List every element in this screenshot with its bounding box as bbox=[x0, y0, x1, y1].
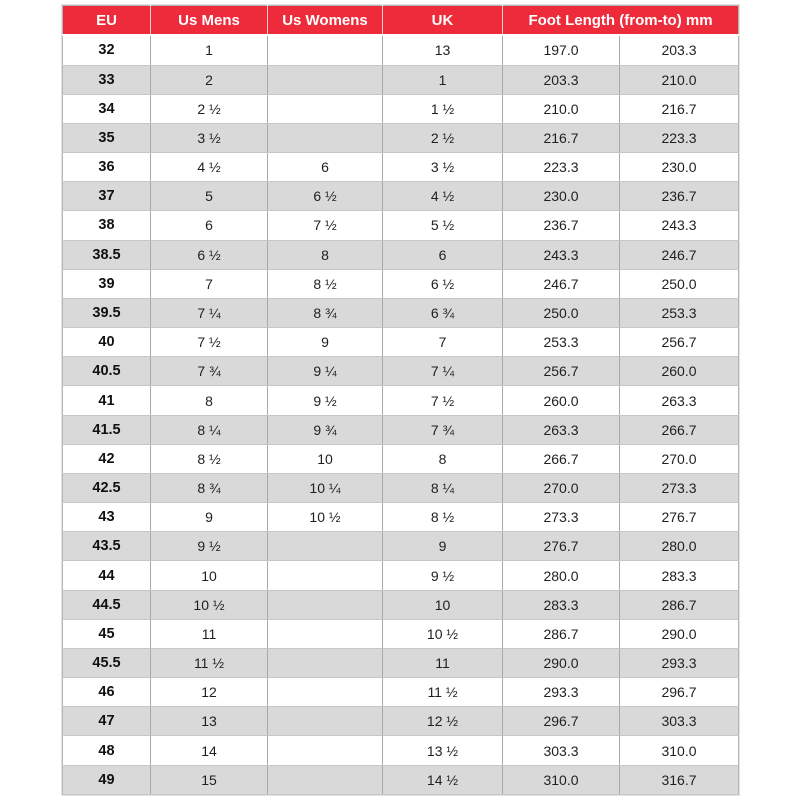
cell-foot-length-from: 290.0 bbox=[503, 648, 620, 677]
cell-us-womens bbox=[268, 707, 383, 736]
cell-eu: 44.5 bbox=[63, 590, 151, 619]
cell-foot-length-from: 216.7 bbox=[503, 123, 620, 152]
cell-uk: 14 ½ bbox=[383, 765, 503, 794]
cell-uk: 3 ½ bbox=[383, 153, 503, 182]
cell-us-mens: 15 bbox=[151, 765, 268, 794]
table-row bbox=[63, 648, 739, 677]
cell-us-mens: 3 ½ bbox=[151, 123, 268, 152]
table-row bbox=[63, 386, 739, 415]
cell-foot-length-to: 210.0 bbox=[620, 65, 739, 94]
cell-foot-length-from: 296.7 bbox=[503, 707, 620, 736]
cell-us-mens: 14 bbox=[151, 736, 268, 765]
cell-eu: 35 bbox=[63, 123, 151, 152]
table-row bbox=[63, 415, 739, 444]
cell-us-mens: 8 ¾ bbox=[151, 473, 268, 502]
table-row bbox=[63, 328, 739, 357]
cell-us-mens: 6 ½ bbox=[151, 240, 268, 269]
cell-us-mens: 10 bbox=[151, 561, 268, 590]
cell-foot-length-from: 263.3 bbox=[503, 415, 620, 444]
cell-foot-length-to: 230.0 bbox=[620, 153, 739, 182]
cell-foot-length-from: 230.0 bbox=[503, 182, 620, 211]
cell-eu: 40.5 bbox=[63, 357, 151, 386]
cell-us-womens: 8 bbox=[268, 240, 383, 269]
cell-uk: 8 ¼ bbox=[383, 473, 503, 502]
cell-eu: 37 bbox=[63, 182, 151, 211]
cell-foot-length-to: 273.3 bbox=[620, 473, 739, 502]
table-row bbox=[63, 473, 739, 502]
cell-us-womens bbox=[268, 590, 383, 619]
cell-us-mens: 5 bbox=[151, 182, 268, 211]
cell-us-mens: 8 bbox=[151, 386, 268, 415]
table-header bbox=[63, 6, 739, 36]
table-row bbox=[63, 619, 739, 648]
cell-uk: 1 ½ bbox=[383, 94, 503, 123]
cell-us-mens: 11 bbox=[151, 619, 268, 648]
col-header-us-mens: Us Mens bbox=[151, 6, 268, 36]
cell-us-womens bbox=[268, 619, 383, 648]
cell-eu: 41 bbox=[63, 386, 151, 415]
cell-us-mens: 12 bbox=[151, 678, 268, 707]
table-row bbox=[63, 211, 739, 240]
cell-eu: 42.5 bbox=[63, 473, 151, 502]
cell-uk: 13 ½ bbox=[383, 736, 503, 765]
cell-uk: 13 bbox=[383, 35, 503, 65]
table-row bbox=[63, 35, 739, 65]
cell-uk: 8 bbox=[383, 444, 503, 473]
cell-eu: 34 bbox=[63, 94, 151, 123]
cell-foot-length-from: 197.0 bbox=[503, 35, 620, 65]
table-row bbox=[63, 444, 739, 473]
cell-us-mens: 7 bbox=[151, 269, 268, 298]
cell-us-womens bbox=[268, 678, 383, 707]
table-row bbox=[63, 240, 739, 269]
cell-uk: 6 bbox=[383, 240, 503, 269]
cell-us-womens bbox=[268, 123, 383, 152]
table-body bbox=[63, 35, 739, 795]
cell-us-womens bbox=[268, 765, 383, 794]
cell-foot-length-to: 216.7 bbox=[620, 94, 739, 123]
cell-foot-length-to: 260.0 bbox=[620, 357, 739, 386]
cell-eu: 36 bbox=[63, 153, 151, 182]
cell-uk: 8 ½ bbox=[383, 503, 503, 532]
cell-foot-length-to: 290.0 bbox=[620, 619, 739, 648]
cell-us-womens: 8 ½ bbox=[268, 269, 383, 298]
cell-eu: 47 bbox=[63, 707, 151, 736]
cell-us-womens bbox=[268, 532, 383, 561]
table-row bbox=[63, 678, 739, 707]
cell-us-womens: 9 ½ bbox=[268, 386, 383, 415]
cell-foot-length-from: 203.3 bbox=[503, 65, 620, 94]
cell-foot-length-from: 256.7 bbox=[503, 357, 620, 386]
cell-us-womens: 10 bbox=[268, 444, 383, 473]
cell-us-mens: 2 ½ bbox=[151, 94, 268, 123]
cell-uk: 9 ½ bbox=[383, 561, 503, 590]
cell-us-mens: 7 ¼ bbox=[151, 298, 268, 327]
cell-eu: 45.5 bbox=[63, 648, 151, 677]
cell-foot-length-from: 243.3 bbox=[503, 240, 620, 269]
cell-uk: 7 bbox=[383, 328, 503, 357]
cell-uk: 9 bbox=[383, 532, 503, 561]
table-row bbox=[63, 707, 739, 736]
cell-foot-length-to: 310.0 bbox=[620, 736, 739, 765]
cell-foot-length-from: 253.3 bbox=[503, 328, 620, 357]
cell-us-womens bbox=[268, 35, 383, 65]
cell-eu: 32 bbox=[63, 35, 151, 65]
cell-uk: 1 bbox=[383, 65, 503, 94]
cell-uk: 10 ½ bbox=[383, 619, 503, 648]
cell-us-womens: 10 ¼ bbox=[268, 473, 383, 502]
cell-eu: 42 bbox=[63, 444, 151, 473]
cell-foot-length-from: 270.0 bbox=[503, 473, 620, 502]
cell-us-mens: 1 bbox=[151, 35, 268, 65]
cell-uk: 5 ½ bbox=[383, 211, 503, 240]
header-row bbox=[63, 6, 739, 36]
cell-foot-length-from: 310.0 bbox=[503, 765, 620, 794]
cell-foot-length-to: 293.3 bbox=[620, 648, 739, 677]
cell-foot-length-to: 266.7 bbox=[620, 415, 739, 444]
cell-us-mens: 4 ½ bbox=[151, 153, 268, 182]
cell-uk: 6 ¾ bbox=[383, 298, 503, 327]
cell-us-womens: 8 ¾ bbox=[268, 298, 383, 327]
cell-uk: 4 ½ bbox=[383, 182, 503, 211]
cell-eu: 40 bbox=[63, 328, 151, 357]
cell-us-mens: 8 ¼ bbox=[151, 415, 268, 444]
table-row bbox=[63, 269, 739, 298]
table-row bbox=[63, 65, 739, 94]
cell-eu: 33 bbox=[63, 65, 151, 94]
table-row bbox=[63, 153, 739, 182]
table-row bbox=[63, 503, 739, 532]
cell-foot-length-from: 293.3 bbox=[503, 678, 620, 707]
cell-us-mens: 11 ½ bbox=[151, 648, 268, 677]
cell-us-mens: 2 bbox=[151, 65, 268, 94]
cell-foot-length-to: 283.3 bbox=[620, 561, 739, 590]
cell-uk: 12 ½ bbox=[383, 707, 503, 736]
cell-foot-length-to: 280.0 bbox=[620, 532, 739, 561]
cell-foot-length-from: 236.7 bbox=[503, 211, 620, 240]
cell-eu: 39.5 bbox=[63, 298, 151, 327]
cell-us-womens: 7 ½ bbox=[268, 211, 383, 240]
table-row bbox=[63, 182, 739, 211]
cell-eu: 46 bbox=[63, 678, 151, 707]
col-header-eu: EU bbox=[63, 6, 151, 36]
cell-uk: 2 ½ bbox=[383, 123, 503, 152]
cell-eu: 38 bbox=[63, 211, 151, 240]
cell-foot-length-from: 276.7 bbox=[503, 532, 620, 561]
cell-us-womens: 9 bbox=[268, 328, 383, 357]
cell-us-womens bbox=[268, 561, 383, 590]
cell-foot-length-to: 203.3 bbox=[620, 35, 739, 65]
col-header-us-womens: Us Womens bbox=[268, 6, 383, 36]
cell-us-mens: 9 bbox=[151, 503, 268, 532]
cell-us-womens: 6 ½ bbox=[268, 182, 383, 211]
table-row bbox=[63, 561, 739, 590]
cell-eu: 43.5 bbox=[63, 532, 151, 561]
cell-eu: 43 bbox=[63, 503, 151, 532]
cell-foot-length-to: 263.3 bbox=[620, 386, 739, 415]
table-row bbox=[63, 123, 739, 152]
table-row bbox=[63, 590, 739, 619]
cell-us-womens: 6 bbox=[268, 153, 383, 182]
cell-foot-length-to: 236.7 bbox=[620, 182, 739, 211]
cell-eu: 44 bbox=[63, 561, 151, 590]
cell-eu: 38.5 bbox=[63, 240, 151, 269]
size-conversion-table bbox=[62, 5, 739, 795]
cell-foot-length-from: 223.3 bbox=[503, 153, 620, 182]
cell-foot-length-to: 253.3 bbox=[620, 298, 739, 327]
table-row bbox=[63, 94, 739, 123]
cell-us-mens: 7 ½ bbox=[151, 328, 268, 357]
cell-uk: 10 bbox=[383, 590, 503, 619]
cell-foot-length-to: 270.0 bbox=[620, 444, 739, 473]
cell-us-womens bbox=[268, 94, 383, 123]
cell-uk: 7 ¾ bbox=[383, 415, 503, 444]
cell-foot-length-from: 250.0 bbox=[503, 298, 620, 327]
table-row bbox=[63, 298, 739, 327]
size-conversion-table-container bbox=[62, 5, 738, 795]
cell-foot-length-to: 276.7 bbox=[620, 503, 739, 532]
cell-us-mens: 13 bbox=[151, 707, 268, 736]
cell-foot-length-to: 246.7 bbox=[620, 240, 739, 269]
cell-foot-length-from: 246.7 bbox=[503, 269, 620, 298]
cell-foot-length-from: 260.0 bbox=[503, 386, 620, 415]
cell-us-womens bbox=[268, 736, 383, 765]
cell-us-womens: 10 ½ bbox=[268, 503, 383, 532]
cell-foot-length-to: 296.7 bbox=[620, 678, 739, 707]
cell-eu: 41.5 bbox=[63, 415, 151, 444]
cell-uk: 6 ½ bbox=[383, 269, 503, 298]
cell-eu: 45 bbox=[63, 619, 151, 648]
cell-us-mens: 9 ½ bbox=[151, 532, 268, 561]
cell-us-womens: 9 ¾ bbox=[268, 415, 383, 444]
table-row bbox=[63, 532, 739, 561]
cell-foot-length-from: 303.3 bbox=[503, 736, 620, 765]
cell-us-womens bbox=[268, 65, 383, 94]
cell-foot-length-from: 273.3 bbox=[503, 503, 620, 532]
table-row bbox=[63, 357, 739, 386]
cell-foot-length-to: 316.7 bbox=[620, 765, 739, 794]
cell-us-mens: 8 ½ bbox=[151, 444, 268, 473]
table-row bbox=[63, 765, 739, 794]
col-header-foot-length: Foot Length (from-to) mm bbox=[503, 6, 739, 36]
cell-uk: 7 ½ bbox=[383, 386, 503, 415]
cell-foot-length-to: 303.3 bbox=[620, 707, 739, 736]
cell-foot-length-from: 210.0 bbox=[503, 94, 620, 123]
cell-eu: 48 bbox=[63, 736, 151, 765]
cell-us-mens: 7 ¾ bbox=[151, 357, 268, 386]
cell-eu: 39 bbox=[63, 269, 151, 298]
cell-foot-length-from: 280.0 bbox=[503, 561, 620, 590]
cell-foot-length-to: 250.0 bbox=[620, 269, 739, 298]
cell-foot-length-from: 283.3 bbox=[503, 590, 620, 619]
cell-uk: 11 bbox=[383, 648, 503, 677]
cell-foot-length-to: 243.3 bbox=[620, 211, 739, 240]
cell-foot-length-from: 266.7 bbox=[503, 444, 620, 473]
col-header-uk: UK bbox=[383, 6, 503, 36]
cell-eu: 49 bbox=[63, 765, 151, 794]
cell-foot-length-to: 223.3 bbox=[620, 123, 739, 152]
cell-us-mens: 10 ½ bbox=[151, 590, 268, 619]
cell-us-mens: 6 bbox=[151, 211, 268, 240]
cell-foot-length-from: 286.7 bbox=[503, 619, 620, 648]
cell-us-womens: 9 ¼ bbox=[268, 357, 383, 386]
cell-us-womens bbox=[268, 648, 383, 677]
table-row bbox=[63, 736, 739, 765]
cell-foot-length-to: 286.7 bbox=[620, 590, 739, 619]
cell-uk: 11 ½ bbox=[383, 678, 503, 707]
cell-uk: 7 ¼ bbox=[383, 357, 503, 386]
cell-foot-length-to: 256.7 bbox=[620, 328, 739, 357]
